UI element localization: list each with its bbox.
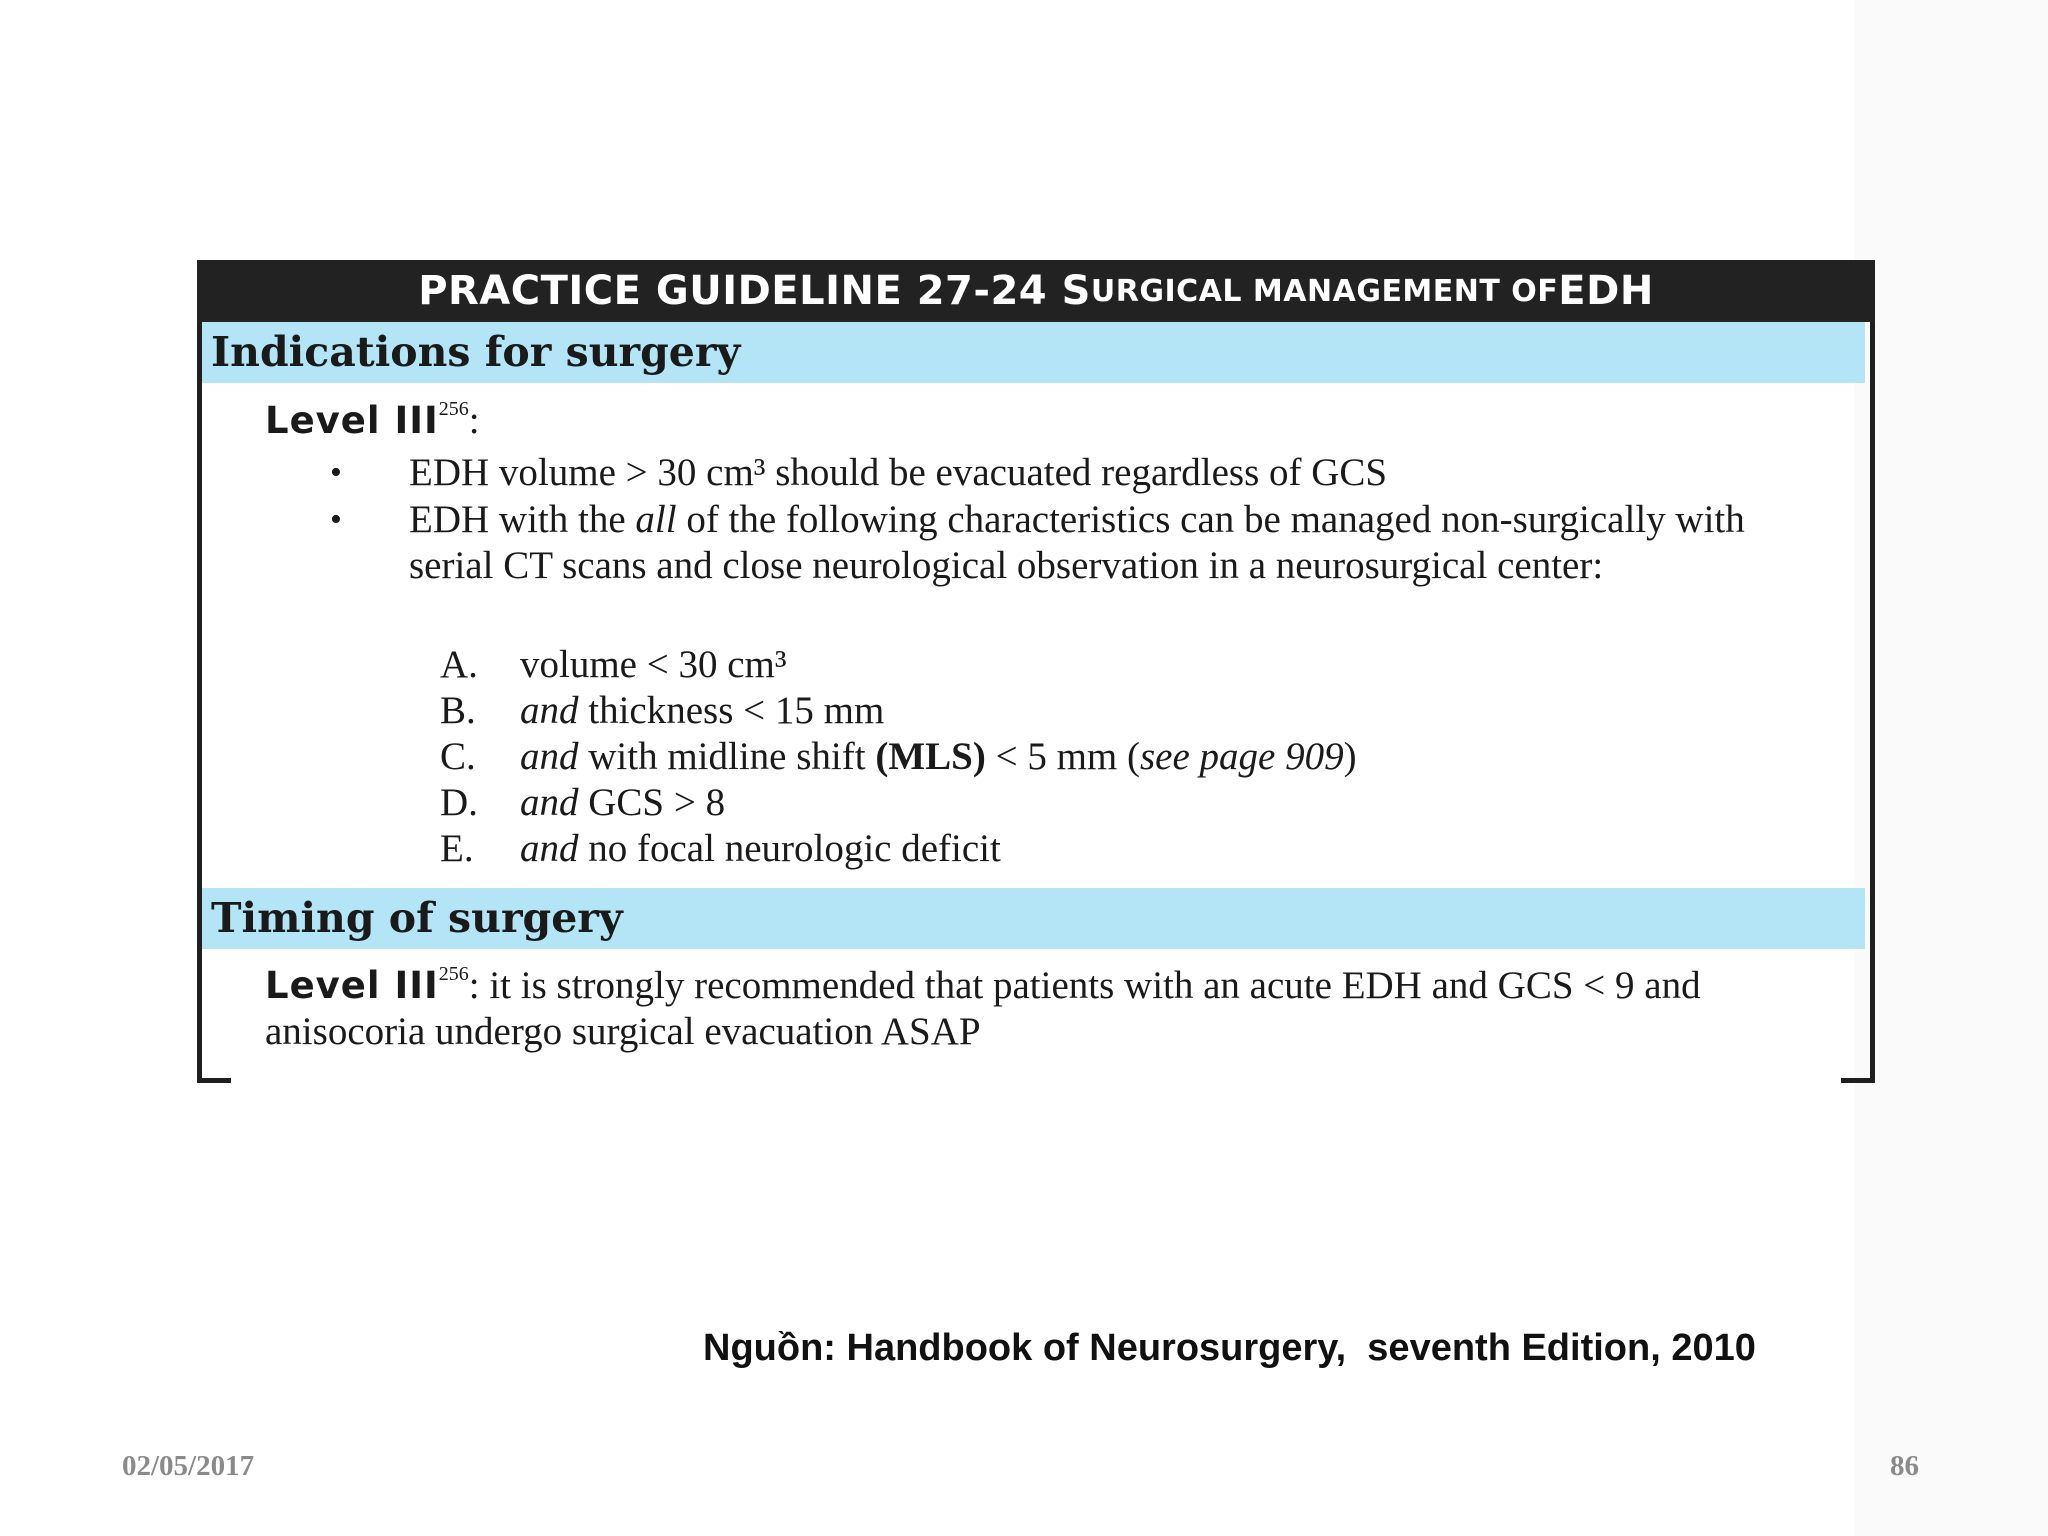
- criteria-and: and: [520, 735, 579, 778]
- indications-level: [265, 398, 480, 443]
- frame-foot-right: [1841, 1078, 1875, 1083]
- bullet-text-part: EDH with the: [409, 498, 636, 541]
- bullet-text: [409, 497, 1809, 589]
- level-label: Level III: [265, 399, 439, 442]
- criteria-and: and: [520, 689, 579, 732]
- criteria-bold: (MLS): [875, 735, 986, 778]
- level-reference: 256: [438, 398, 469, 420]
- guideline-title-end: EDH: [1558, 268, 1654, 314]
- criteria-body: GCS > 8: [578, 781, 726, 824]
- frame-foot-left: [197, 1078, 231, 1083]
- criteria-text: [520, 826, 1001, 872]
- bullet-text-part: of the following characteristics can be managed non-surgically with serial CT scans and close neurological observation in a neurosurgical center:: [409, 498, 1745, 587]
- criteria-body: thickness < 15 mm: [578, 689, 885, 732]
- criteria-letter: D.: [440, 781, 478, 824]
- criteria-and: and: [520, 827, 579, 870]
- guideline-title-main: PRACTICE GUIDELINE 27-24 S: [418, 268, 1091, 314]
- criteria-body: with midline shift: [578, 735, 876, 778]
- timing-text: : it is strongly recommended that patients with an acute EDH and GCS < 9 and anisocoria undergo surgical evacuation ASAP: [265, 964, 1701, 1053]
- bullet-dot-icon: •: [330, 454, 342, 491]
- page-number: 86: [1890, 1450, 1919, 1482]
- criteria-body: ): [1343, 735, 1357, 778]
- criteria-text: [520, 688, 884, 734]
- criteria-text: [520, 780, 725, 826]
- criteria-body: < 5 mm (: [985, 735, 1140, 778]
- guideline-title-smallcaps: URGICAL MANAGEMENT OF: [1090, 273, 1559, 309]
- criteria-letter: C.: [440, 735, 476, 778]
- section-heading-indications: Indications for surgery: [202, 322, 1865, 383]
- timing-recommendation: [265, 963, 1825, 1055]
- guideline-title-bar: [197, 260, 1875, 322]
- page-reference: see page 909: [1139, 735, 1344, 778]
- source-citation: Nguồn: Handbook of Neurosurgery, seventh Edition, 2010: [703, 1327, 1756, 1369]
- frame-right-rule: [1870, 260, 1875, 1083]
- level-label: Level III: [265, 964, 439, 1007]
- slide-edge-strip: [1855, 0, 2048, 1536]
- criteria-and: and: [520, 781, 579, 824]
- section-heading-timing: Timing of surgery: [202, 888, 1865, 949]
- bullet-text-italic: all: [635, 498, 677, 541]
- criteria-letter: A.: [440, 643, 478, 686]
- level-colon: :: [468, 399, 480, 442]
- criteria-letter: E.: [440, 827, 474, 870]
- criteria-letter: B.: [440, 689, 476, 732]
- criteria-body: no focal neurologic deficit: [578, 827, 1001, 870]
- level-reference: 256: [438, 963, 469, 985]
- criteria-body: volume < 30 cm³: [520, 643, 787, 686]
- bullet-dot-icon: •: [330, 501, 342, 538]
- criteria-text: [520, 642, 787, 688]
- criteria-text: [520, 734, 1357, 780]
- bullet-text: EDH volume > 30 cm³ should be evacuated regardless of GCS: [409, 451, 1388, 494]
- frame-left-rule: [197, 260, 202, 1083]
- footer-date: 02/05/2017: [122, 1450, 255, 1482]
